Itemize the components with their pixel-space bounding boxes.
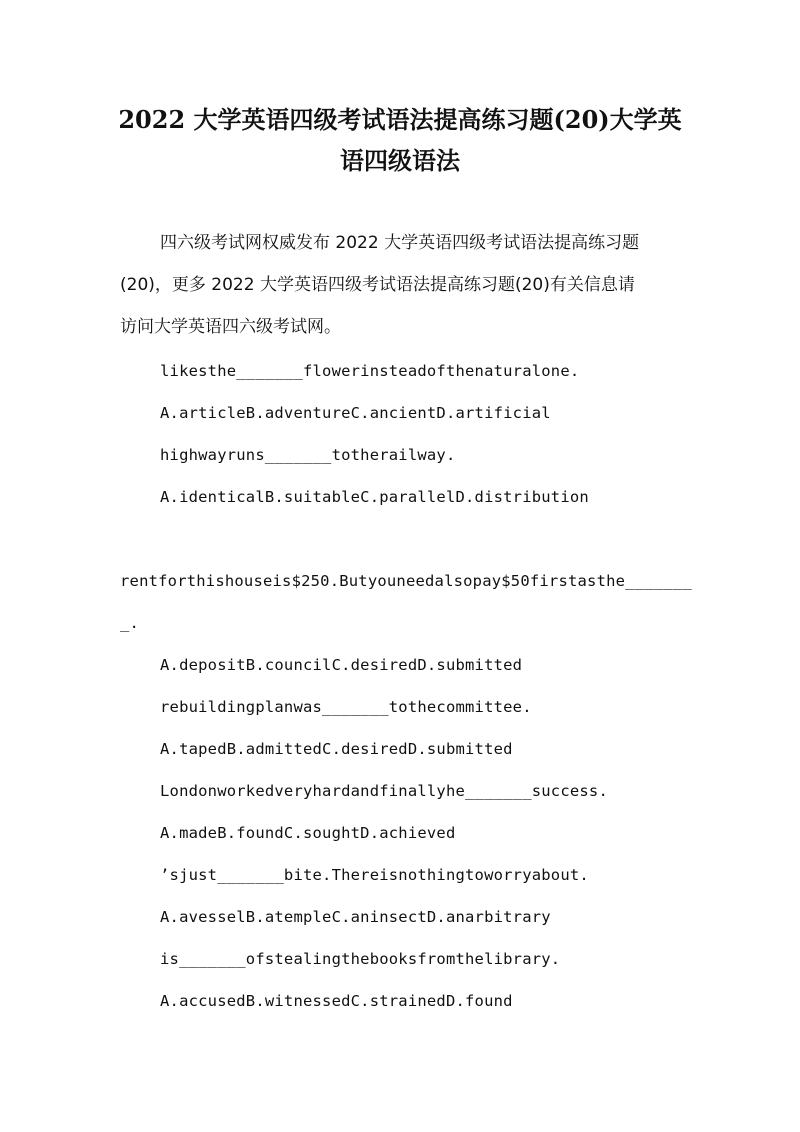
- question-line: is_______ofstealingthebooksfromthelibrary.: [160, 950, 561, 968]
- options-line: A.articleB.adventureC.ancientD.artificial: [160, 404, 551, 422]
- question-line: rebuildingplanwas_______tothecommittee.: [160, 698, 532, 716]
- options-line: A.identicalB.suitableC.parallelD.distribution: [160, 488, 589, 506]
- options-line: A.accusedB.witnessedC.strainedD.found: [160, 992, 513, 1010]
- options-line: A.depositB.councilC.desiredD.submitted: [160, 656, 523, 674]
- question-line: Londonworkedveryhardandfinallyhe_______success.: [160, 782, 608, 800]
- options-line: A.avesselB.atempleC.aninsectD.anarbitrary: [160, 908, 551, 926]
- question-line: rentforthishouseis$250.Butyouneedalsopay$50firstasthe_______: [120, 572, 692, 590]
- intro-paragraph-line-1: 四六级考试网权威发布 2022 大学英语四级考试语法提高练习题: [160, 233, 640, 253]
- question-line-continuation: _.: [120, 614, 140, 632]
- question-line: ’sjust_______bite.Thereisnothingtoworryabout.: [160, 866, 589, 884]
- options-line: A.madeB.foundC.soughtD.achieved: [160, 824, 456, 842]
- options-line: A.tapedB.admittedC.desiredD.submitted: [160, 740, 513, 758]
- question-line: likesthe_______flowerinsteadofthenaturalone.: [160, 362, 580, 380]
- document-title-line-2: 语四级语法: [340, 146, 460, 175]
- document-title-line-1: 2022 大学英语四级考试语法提高练习题(20)大学英: [118, 105, 682, 134]
- question-line: highwayruns_______totherailway.: [160, 446, 456, 464]
- intro-paragraph-line-3: 访问大学英语四六级考试网。: [120, 317, 341, 337]
- intro-paragraph-line-2: (20)，更多 2022 大学英语四级考试语法提高练习题(20)有关信息请: [120, 275, 635, 295]
